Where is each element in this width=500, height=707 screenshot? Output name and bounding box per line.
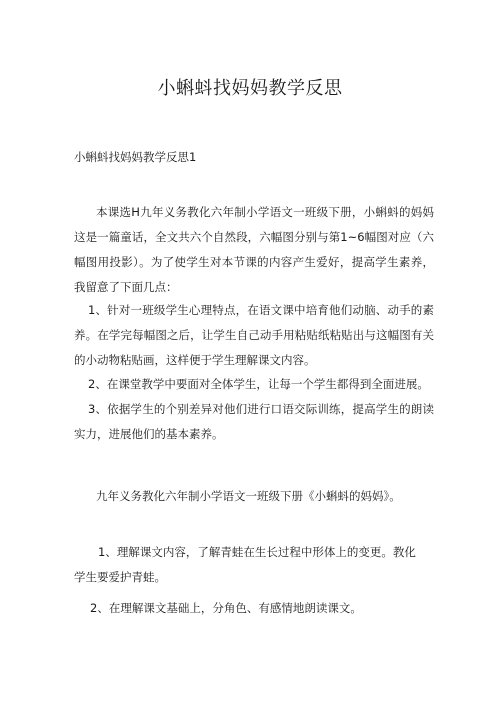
goal-1-line-1: 1、理解课文内容，了解青蛙在生长过程中形体上的变更。教化 [98, 545, 416, 559]
paragraph-goal-1 [74, 540, 434, 590]
paragraph-point-2: 2、在课堂教学中要面对全体学生，让每一个学生都得到全面进展。 [88, 377, 429, 391]
paragraph-point-3: 3、依据学生的个别差异对他们进行口语交际训练，提高学生的朗读实力，进展他们的基本素养。 [74, 402, 434, 441]
section-subtitle: 小蝌蚪找妈妈教学反思1 [74, 150, 197, 164]
paragraph-goal-2: 2、在理解课文基础上，分角色、有感情地朗读课文。 [90, 601, 362, 615]
paragraph-point-1: 1、针对一班级学生心理特点，在语文课中培育他们动脑、动手的素养。在学完每幅图之后，让学生自己动手用粘贴纸粘贴出与这幅图有关的小动物粘贴画，这样便于学生理解课文内容。 [74, 303, 434, 367]
paragraph-textbook: 九年义务教化六年制小学语文一班级下册《小蝌蚪的妈妈》。 [96, 489, 401, 503]
document-title: 小蝌蚪找妈妈教学反思 [157, 78, 343, 99]
goal-1-line-2: 学生要爱护青蛙。 [74, 570, 166, 584]
paragraph-intro: 本课选H九年义务教化六年制小学语文一班级下册，小蝌蚪的妈妈这是一篇童话，全文共六个自然段，六幅图分别与第1~6幅图对应（六幅图用投影）。为了使学生对本节课的内容产生爱好，提高学生素养，我留意了下面几点： [74, 205, 434, 294]
